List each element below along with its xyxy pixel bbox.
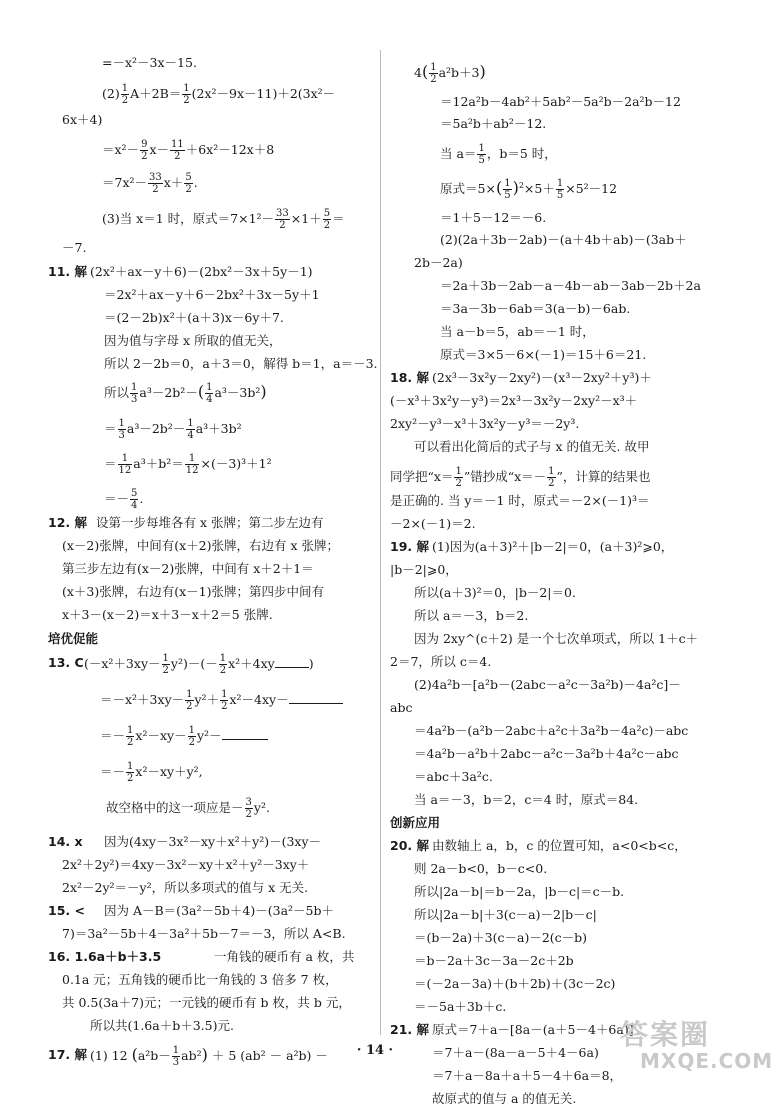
text-line: =－x²－3x－15.	[102, 55, 197, 70]
text-line: ＝－x²＋3xy－ $\frac{1}{2}$ y²＋ $\frac{1}{2}$ x²－4xy－	[100, 689, 343, 712]
text-line: 当 a－b＝5，ab＝－1 时，	[440, 324, 595, 339]
text-line: 同学把“x＝ $\frac{1}{2}$ ”错抄成“x＝－ $\frac{1}{2}$ ”，计算的结果也	[390, 466, 651, 489]
text-line: ＝ $\frac{1}{12}$ a³＋b²＝ $\frac{1}{12}$ ×(－3)³＋1²	[104, 453, 272, 476]
fraction: $\frac{1}{2}$	[548, 466, 555, 489]
text-line: (1) 12 (a²b－ $\frac{1}{3}$ ab²) ＋ 5 (ab² － a²b) －	[90, 1045, 328, 1068]
text-line: －7.	[62, 240, 87, 255]
fraction: $\frac{1}{12}$	[185, 453, 199, 476]
fraction: $\frac{1}{12}$	[118, 453, 132, 476]
fraction: $\frac{1}{2}$	[221, 689, 228, 712]
text-line: 由数轴上 a，b，c 的位置可知，a<0<b<c，	[432, 838, 687, 853]
text-line: ＝ $\frac{1}{3}$ a³－2b²－ $\frac{1}{4}$ a³＋3b²	[104, 418, 242, 441]
fraction: $\frac{1}{3}$	[118, 418, 125, 441]
problem-17-label: 17. 解	[48, 1047, 87, 1062]
text-line: 一角钱的硬币有 a 枚，共	[214, 949, 355, 964]
problem-12-label: 12. 解	[48, 515, 87, 530]
text-line: ＝7＋a－8a＋a＋5－4＋6a＝8，	[432, 1068, 623, 1083]
text-line: 4( $\frac{1}{2}$ a²b＋3)	[414, 62, 486, 85]
text-line: 因为(4xy－3x²－xy＋x²＋y²)－(3xy－	[104, 834, 322, 849]
text-line: 故原式的值与 a 的值无关.	[432, 1091, 577, 1106]
text-line: 共 0.5(3a＋7)元；一元钱的硬币有 b 枚，共 b 元，	[62, 995, 351, 1010]
fraction: $\frac{33}{2}$	[149, 172, 162, 195]
text-line: 所以 a＝－3，b＝2.	[414, 608, 529, 623]
problem-11-label: 11. 解	[48, 264, 87, 279]
page-number: · 14 ·	[356, 1043, 394, 1058]
fraction: $\frac{1}{2}$	[430, 62, 437, 85]
text-line: (2x²＋ax－y＋6)－(2bx²－3x＋5y－1)	[90, 264, 313, 279]
fraction: $\frac{1}{4}$	[187, 418, 194, 441]
text-line: ＝4a²b－(a²b－2abc＋a²c＋3a²b－4a²c)－abc	[414, 723, 689, 738]
text-line: 因为值与字母 x 所取的值无关，	[104, 333, 282, 348]
text-line: 所以 2－2b＝0，a＋3＝0，解得 b＝1，a＝－3.	[104, 356, 378, 371]
text-line: ＝－ $\frac{5}{4}$ .	[104, 488, 144, 511]
text-line: (3)当 x＝1 时，原式＝7×1²－ $\frac{33}{2}$ ×1＋ $\frac{5}{2}$ ＝	[102, 208, 345, 231]
text-line: 所以|2a－b|＝b－2a，|b－c|＝c－b.	[414, 884, 625, 899]
text-line: 是正确的. 当 y＝－1 时，原式＝－2×(－1)³＝	[390, 493, 650, 508]
column-divider	[380, 50, 381, 1035]
text-line: 0.1a 元；五角钱的硬币比一角钱的 3 倍多 7 枚，	[62, 972, 338, 987]
problem-13-label: 13. C	[48, 655, 84, 670]
text-line: ＝2a＋3b－2ab－a－4b－ab－3ab－2b＋2a	[440, 278, 701, 293]
text-line: 则 2a－b<0，b－c<0.	[414, 861, 548, 876]
problem-19-label: 19. 解	[390, 539, 429, 554]
text-line: 所以|2a－b|＋3(c－a)－2|b－c|	[414, 907, 597, 922]
text-line: 所以(a＋3)²＝0，|b－2|＝0.	[414, 585, 576, 600]
text-line: 故空格中的这一项应是－ $\frac{3}{2}$ y².	[106, 797, 270, 820]
text-line: 原式＝5×( $\frac{1}{5}$ )$^2$×5＋ $\frac{1}{5}$ ×5²－12	[440, 178, 618, 201]
text-line: 可以看出化简后的式子与 x 的值无关. 故甲	[414, 439, 650, 454]
section-heading: 培优促能	[48, 631, 99, 646]
text-line: ＝(b－2a)＋3(c－a)－2(c－b)	[414, 930, 588, 945]
text-line: 2xy²－y³－x³＋3x²y－y³＝－2y³.	[390, 416, 580, 431]
text-line: (－x³＋3x²y－y³)＝2x³－3x²y－2xy²－x³＋	[390, 393, 638, 408]
text-line: x＋3－(x－2)＝x＋3－x＋2＝5 张牌.	[62, 607, 273, 622]
problem-15-label: 15. <	[48, 903, 85, 918]
fraction: $\frac{3}{2}$	[245, 797, 252, 820]
fraction: $\frac{1}{3}$	[172, 1045, 180, 1068]
text-line: (2) $\frac{1}{2}$ A＋2B＝ $\frac{1}{2}$ (2x²－9x－11)＋2(3x²－	[102, 83, 336, 106]
fraction: $\frac{1}{5}$	[504, 178, 511, 201]
fraction: $\frac{1}{5}$	[478, 143, 485, 166]
fraction: $\frac{1}{2}$	[127, 761, 134, 784]
text-line: 2b－2a)	[414, 255, 463, 270]
text-line: 原式＝7＋a－[8a－(a＋5－4＋6a)]	[432, 1022, 634, 1037]
text-line: (1)因为(a＋3)²＋|b－2|＝0，(a＋3)²⩾0，	[432, 539, 674, 554]
fraction: $\frac{33}{2}$	[276, 208, 289, 231]
text-line: (2)4a²b－[a²b－(2abc－a²c－3a²b)－4a²c]－	[414, 677, 681, 692]
text-line: abc	[390, 700, 413, 715]
answer-blank	[275, 656, 309, 668]
fraction: $\frac{1}{2}$	[127, 725, 134, 748]
text-line: ＝12a²b－4ab²＋5ab²－5a²b－2a²b－12	[440, 94, 681, 109]
text-line: ＝2x²＋ax－y＋6－2bx²＋3x－5y＋1	[104, 287, 320, 302]
text-line: ＝b－2a＋3c－3a－2c＋2b	[414, 953, 574, 968]
fraction: $\frac{1}{5}$	[556, 178, 564, 201]
answer-blank	[222, 728, 268, 740]
text-line: (2)(2a＋3b－2ab)－(a＋4b＋ab)－(3ab＋	[440, 232, 687, 247]
text-line: (2x³－3x²y－2xy²)－(x³－2xy²＋y³)＋	[432, 370, 652, 385]
text-line: 设第一步每堆各有 x 张牌；第二步左边有	[96, 515, 324, 530]
text-line: 因为 A－B＝(3a²－5b＋4)－(3a²－5b＋	[104, 903, 335, 918]
fraction: $\frac{1}{2}$	[219, 653, 227, 676]
fraction: $\frac{1}{2}$	[162, 653, 169, 676]
text-line: 所以 $\frac{1}{3}$ a³－2b²－( $\frac{1}{4}$ a³－3b²)	[104, 382, 267, 405]
fraction: $\frac{11}{2}$	[171, 139, 184, 162]
problem-18-label: 18. 解	[390, 370, 429, 385]
fraction: $\frac{1}{4}$	[206, 382, 213, 405]
problem-16-label: 16. 1.6a＋b＋3.5	[48, 949, 162, 964]
fraction: $\frac{1}{2}$	[183, 83, 190, 106]
fraction: $\frac{1}{3}$	[131, 382, 138, 405]
text-line: 因为 2xy^(c＋2) 是一个七次单项式，所以 1＋c＋	[414, 631, 699, 646]
fraction: $\frac{5}{2}$	[185, 172, 192, 195]
text-line: |b－2|⩾0，	[390, 562, 458, 577]
fraction: $\frac{9}{2}$	[141, 139, 148, 162]
text-line: ＝x²－ $\frac{9}{2}$ x－ $\frac{11}{2}$ ＋6x²－12x＋8	[102, 139, 275, 162]
problem-14-label: 14. x	[48, 834, 83, 849]
fraction: $\frac{5}{2}$	[323, 208, 331, 231]
text-line: 2x²＋2y²)＝4xy－3x²－xy＋x²＋y²－3xy＋	[62, 857, 310, 872]
text-line: ＝－5a＋3b＋c.	[414, 999, 507, 1014]
fraction: $\frac{1}{2}$	[188, 725, 195, 748]
text-line: (x－2)张牌，中间有(x＋2)张牌，右边有 x 张牌；	[62, 538, 340, 553]
fraction: $\frac{5}{4}$	[131, 488, 138, 511]
text-line: (－x²＋3xy－ $\frac{1}{2}$ y²)－(－ $\frac{1}{2}$ x²＋4xy )	[84, 653, 314, 676]
text-line: 6x＋4)	[62, 112, 103, 127]
text-line: ＝7＋a－(8a－a－5＋4－6a)	[432, 1045, 599, 1060]
problem-21-label: 21. 解	[390, 1022, 429, 1037]
text-line: ＝4a²b－a²b＋2abc－a²c－3a²b＋4a²c－abc	[414, 746, 679, 761]
text-line: ＝－ $\frac{1}{2}$ x²－xy＋y²,	[100, 761, 203, 784]
text-line: ＝5a²b＋ab²－12.	[440, 116, 547, 131]
text-line: ＝abc＋3a²c.	[414, 769, 493, 784]
text-line: ＝1＋5－12＝－6.	[440, 210, 547, 225]
text-line: ＝7x²－ $\frac{33}{2}$ x＋ $\frac{5}{2}$ .	[102, 172, 198, 195]
text-line: 当 a＝－3，b＝2，c＝4 时，原式＝84.	[414, 792, 639, 807]
watermark-logo: 答案圈 MXQE.COM	[620, 1018, 773, 1073]
fraction: $\frac{1}{2}$	[186, 689, 193, 712]
fraction: $\frac{1}{2}$	[121, 83, 129, 106]
text-line: －2×(－1)＝2.	[390, 516, 476, 531]
text-line: (x＋3)张牌，右边有(x－1)张牌；第四步中间有	[62, 584, 325, 599]
answer-blank	[289, 692, 343, 704]
text-line: 所以共(1.6a＋b＋3.5)元.	[90, 1018, 234, 1033]
text-line: 原式＝3×5－6×(－1)＝15＋6＝21.	[440, 347, 647, 362]
text-line: 当 a＝ $\frac{1}{5}$ ，b＝5 时，	[440, 143, 557, 166]
text-line: 第三步左边有(x－2)张牌，中间有 x＋2＋1＝	[62, 561, 314, 576]
problem-20-label: 20. 解	[390, 838, 429, 853]
text-line: ＝3a－3b－6ab＝3(a－b)－6ab.	[440, 301, 631, 316]
text-line: 2＝7，所以 c＝4.	[390, 654, 492, 669]
fraction: $\frac{1}{2}$	[455, 466, 462, 489]
text-line: 2x²－2y²＝－y²，所以多项式的值与 x 无关.	[62, 880, 309, 895]
text-line: ＝(－2a－3a)＋(b＋2b)＋(3c－2c)	[414, 976, 616, 991]
section-heading: 创新应用	[390, 815, 441, 830]
text-line: 7)＝3a²－5b＋4－3a²＋5b－7＝－3，所以 A<B.	[62, 926, 346, 941]
text-line: ＝－ $\frac{1}{2}$ x²－xy－ $\frac{1}{2}$ y²－	[100, 725, 268, 748]
text-line: ＝(2－2b)x²＋(a＋3)x－6y＋7.	[104, 310, 284, 325]
